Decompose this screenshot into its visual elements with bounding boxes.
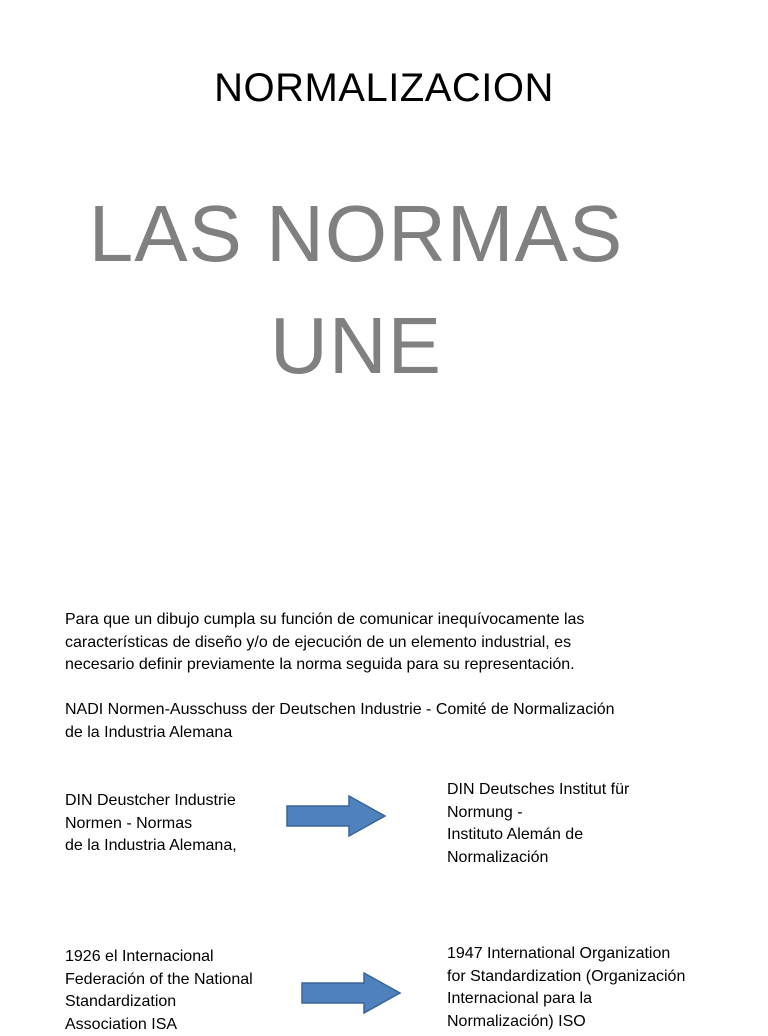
din-new-line: Instituto Alemán de (447, 824, 687, 847)
din-old-line: Normen - Normas (65, 813, 285, 836)
din-new-line: Normalización (447, 847, 687, 870)
isa-line: Association ISA (65, 1014, 295, 1036)
nadi-paragraph (65, 699, 705, 744)
intro-line: necesario definir previamente la norma seguida para su representación. (65, 654, 705, 677)
intro-paragraph (65, 609, 705, 677)
isa-line: Standardization (65, 991, 295, 1014)
din-old-line: DIN Deustcher Industrie (65, 790, 285, 813)
iso-line: Internacional para la (447, 988, 737, 1011)
din-new-text (447, 779, 687, 869)
nadi-line: de la Industria Alemana (65, 722, 705, 745)
headline-line-2: UNE (0, 300, 712, 392)
headline-line-1: LAS NORMAS (0, 188, 712, 280)
din-old-line: de la Industria Alemana, (65, 835, 285, 858)
iso-text (447, 943, 737, 1033)
nadi-line: NADI Normen-Ausschuss der Deutschen Industrie - Comité de Normalización (65, 699, 705, 722)
isa-text (65, 946, 295, 1036)
iso-line: Normalización) ISO (447, 1011, 737, 1034)
isa-line: 1926 el Internacional (65, 946, 295, 969)
isa-line: Federación of the National (65, 969, 295, 992)
right-arrow-icon (286, 794, 388, 838)
din-old-text (65, 790, 285, 858)
intro-line: Para que un dibujo cumpla su función de comunicar inequívocamente las (65, 609, 705, 632)
right-arrow-icon (301, 971, 403, 1015)
intro-line: características de diseño y/o de ejecución de un elemento industrial, es (65, 632, 705, 655)
iso-line: for Standardization (Organización (447, 966, 737, 989)
page-title: NORMALIZACION (0, 66, 768, 111)
din-new-line: Normung - (447, 802, 687, 825)
din-new-line: DIN Deutsches Institut für (447, 779, 687, 802)
iso-line: 1947 International Organization (447, 943, 737, 966)
